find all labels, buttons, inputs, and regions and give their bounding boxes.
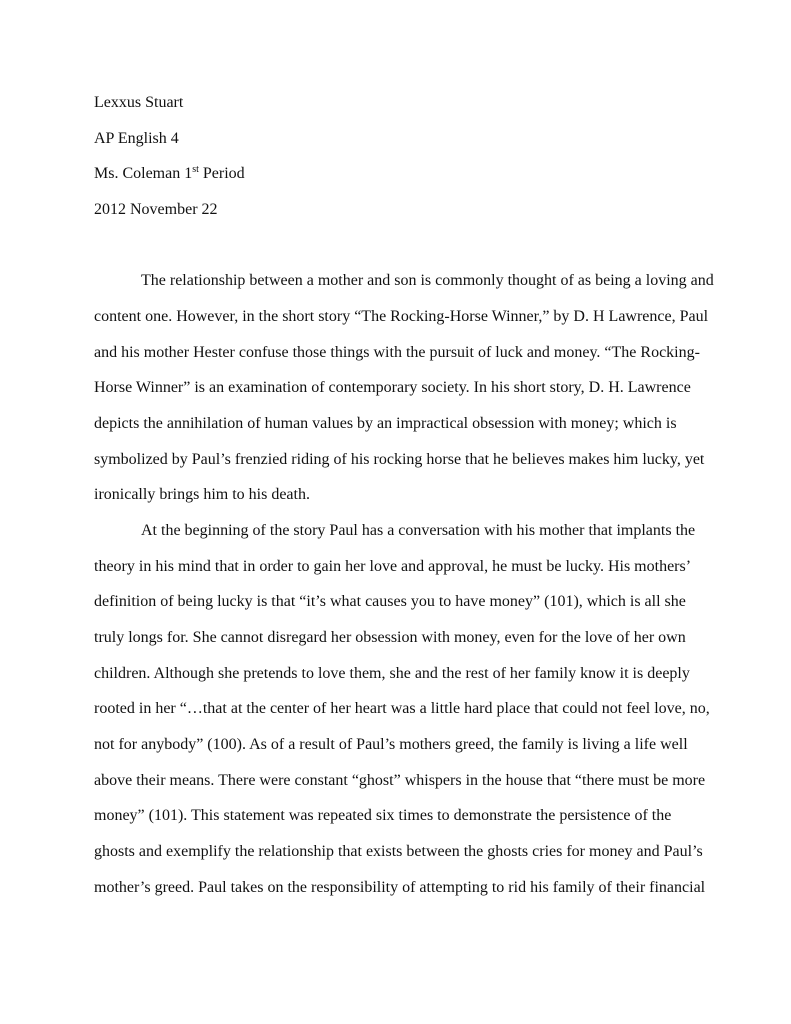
author-name: Lexxus Stuart: [94, 94, 184, 111]
essay-date: 2012 November 22: [94, 201, 218, 218]
paragraph-line: The relationship between a mother and son is commonly thought of as being a loving and: [141, 272, 714, 289]
paragraph-line: rooted in her “…that at the center of her heart was a little hard place that could not feel love, no,: [94, 700, 710, 717]
paragraph-line: mother’s greed. Paul takes on the responsibility of attempting to rid his family of their financial: [94, 879, 706, 896]
paragraph-line: At the beginning of the story Paul has a conversation with his mother that implants the: [141, 522, 696, 539]
ordinal-suffix: st: [192, 164, 199, 175]
paragraph-line: truly longs for. She cannot disregard her obsession with money, even for the love of her own: [94, 629, 686, 646]
paragraph-line: ironically brings him to his death.: [94, 486, 310, 503]
paragraph-line: ghosts and exemplify the relationship that exists between the ghosts cries for money and Paul’s: [94, 843, 703, 860]
paragraph-line: above their means. There were constant “ghost” whispers in the house that “there must be more: [94, 772, 706, 789]
paragraph-line: theory in his mind that in order to gain her love and approval, he must be lucky. His mothers’: [94, 558, 692, 575]
paragraph-line: not for anybody” (100). As of a result of Paul’s mothers greed, the family is living a life well: [94, 736, 688, 753]
paragraph-line: children. Although she pretends to love them, she and the rest of her family know it is deeply: [94, 665, 690, 682]
teacher-name: Ms. Coleman 1: [94, 165, 193, 182]
paragraph-line: and his mother Hester confuse those things with the pursuit of luck and money. “The Rocking-: [94, 344, 700, 361]
paragraph-line: symbolized by Paul’s frenzied riding of his rocking horse that he believes makes him lucky, yet: [94, 451, 705, 468]
paragraph-line: depicts the annihilation of human values by an impractical obsession with money; which is: [94, 415, 677, 432]
paragraph-line: definition of being lucky is that “it’s what causes you to have money” (101), which is all she: [94, 593, 686, 610]
paragraph-line: Horse Winner” is an examination of contemporary society. In his short story, D. H. Lawrence: [94, 379, 691, 396]
paragraph-line: content one. However, in the short story “The Rocking-Horse Winner,” by D. H Lawrence, Paul: [94, 308, 709, 325]
period-label: Period: [198, 165, 245, 182]
teacher-period: [94, 164, 245, 184]
course-name: AP English 4: [94, 130, 179, 147]
paragraph-line: money” (101). This statement was repeated six times to demonstrate the persistence of the: [94, 807, 672, 824]
